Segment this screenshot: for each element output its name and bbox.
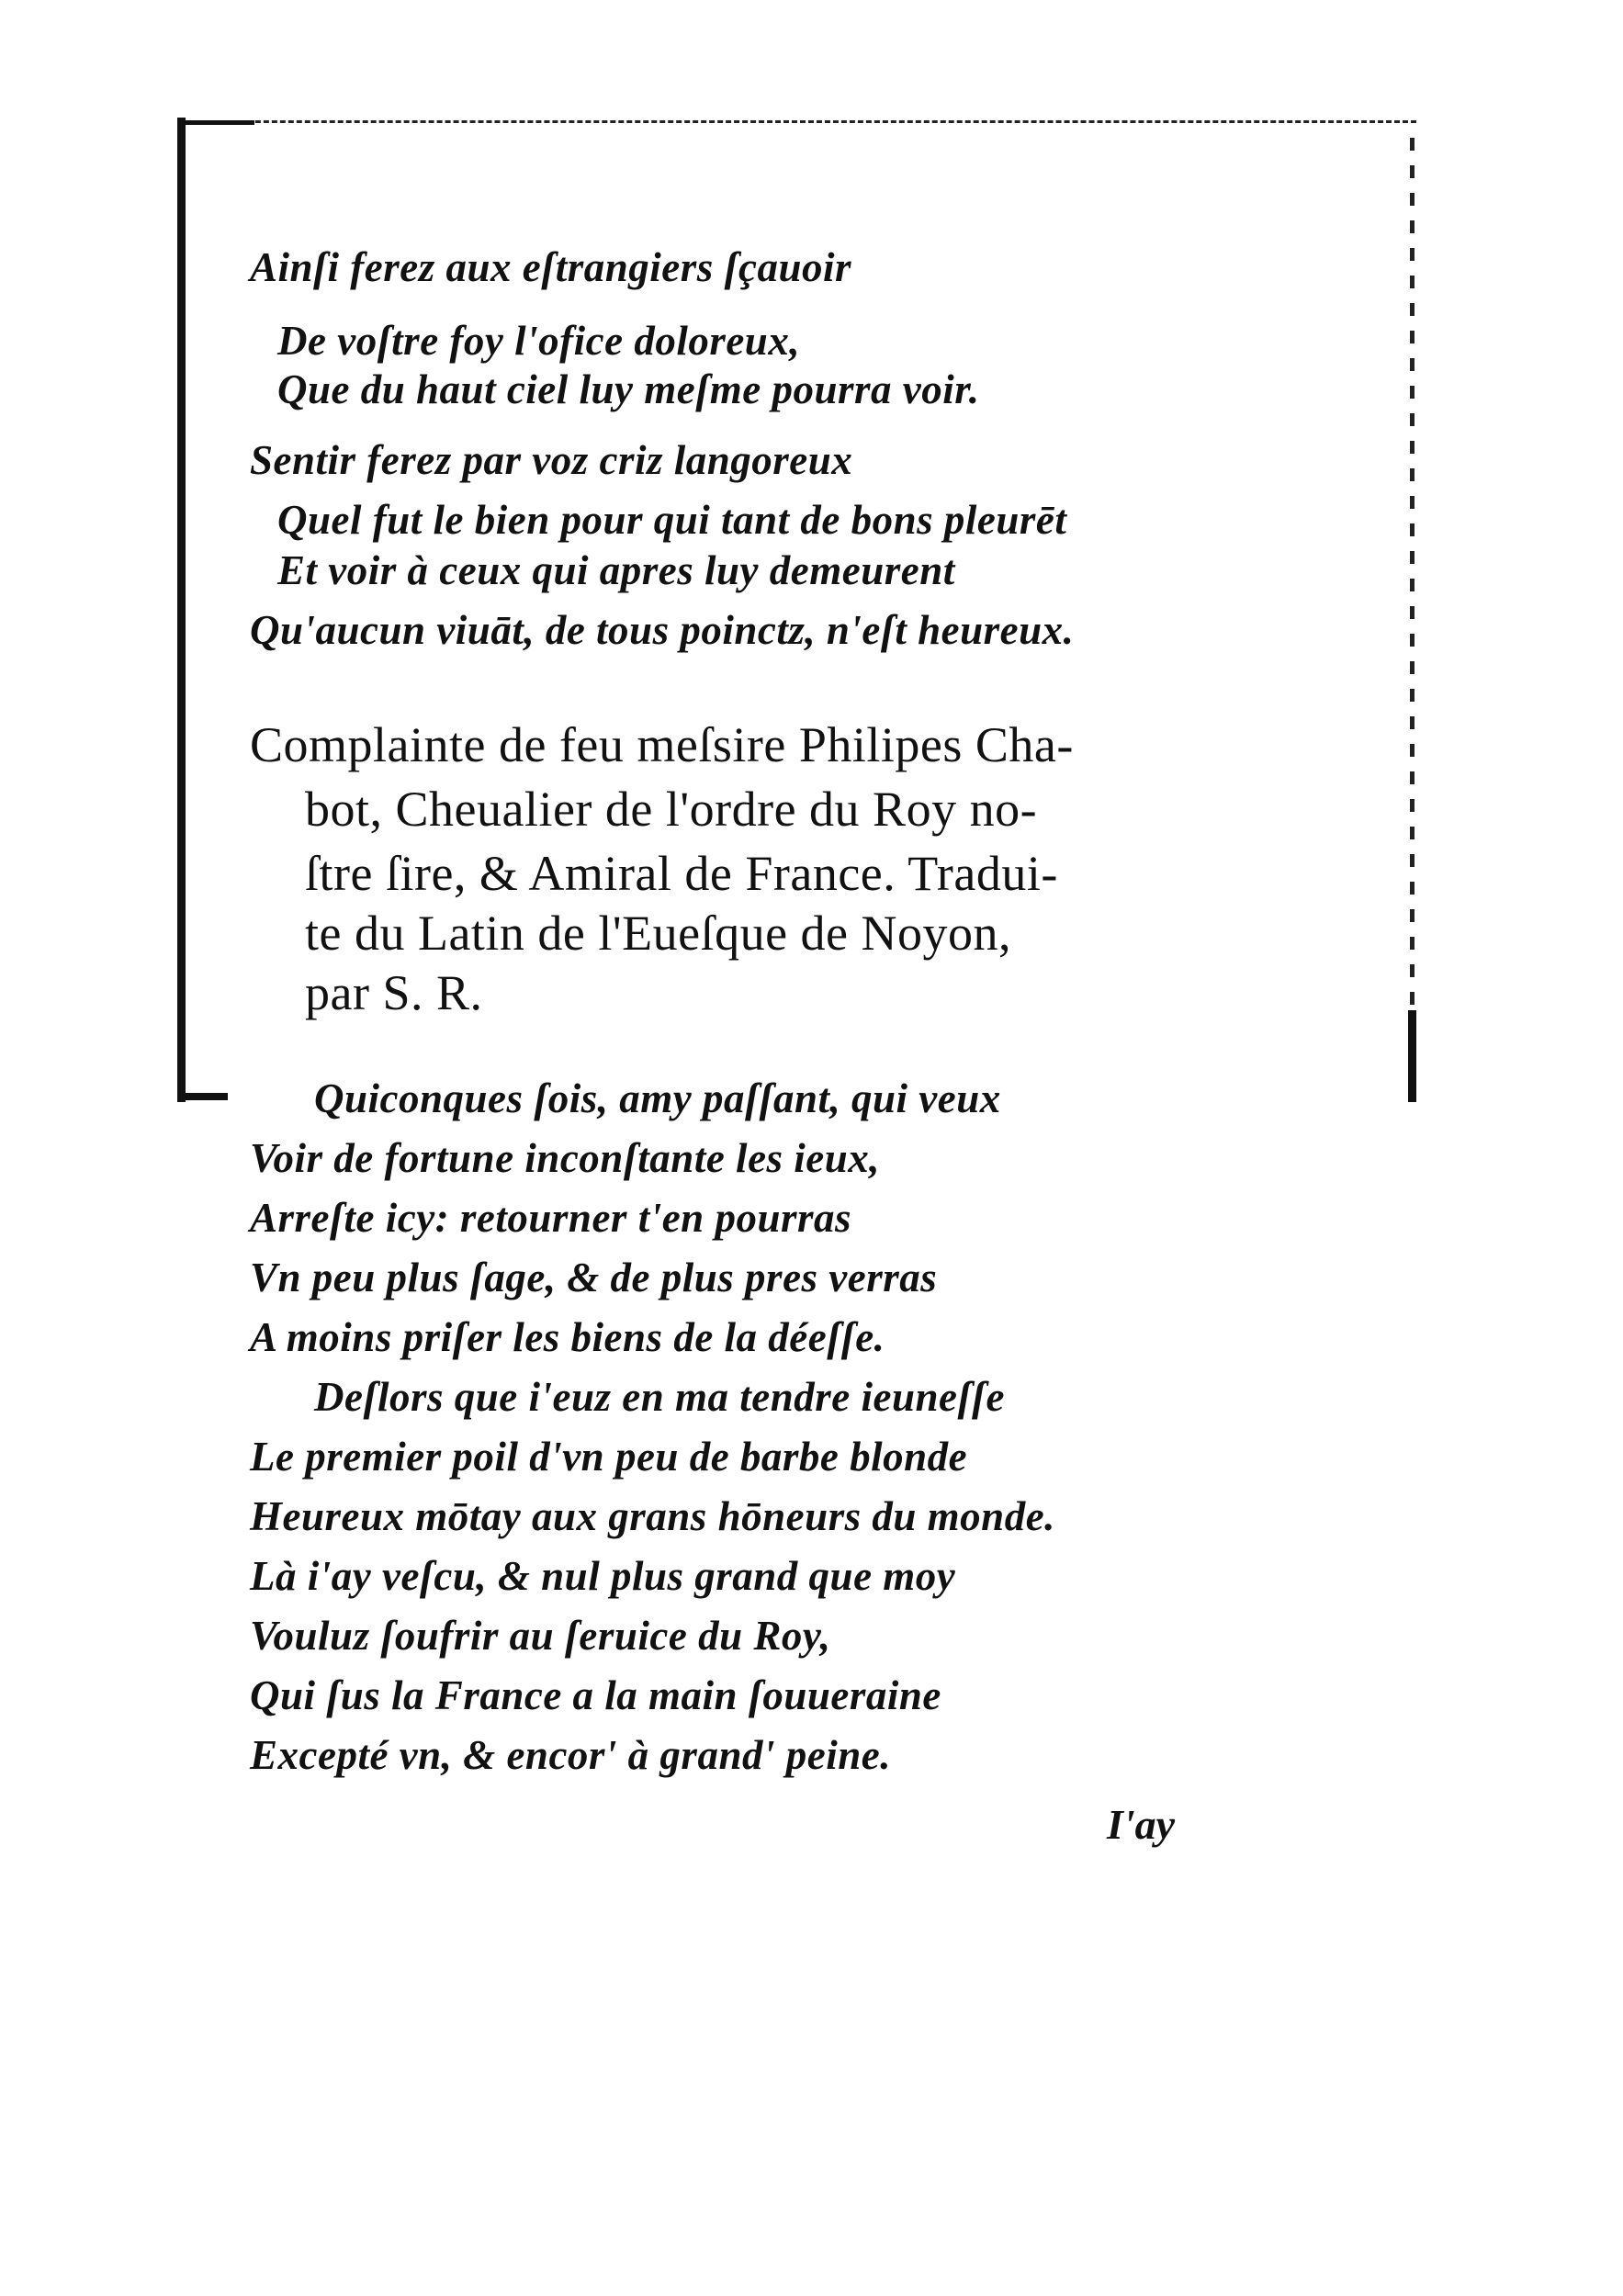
heading-line: te du Latin de l'Eueſque de Noyon, (305, 906, 1012, 961)
verse-line: Arreſte icy: retourner t'en pourras (250, 1195, 852, 1241)
verse-line: Ainſi ferez aux eſtrangiers ſçauoir (250, 244, 852, 290)
verse-line: Et voir à ceux qui apres luy demeurent (277, 547, 955, 593)
heading-line: ſtre ſire, & Amiral de France. Tradui- (305, 846, 1058, 901)
verse-line: Quiconques ſois, amy paſſant, qui veux (314, 1075, 1001, 1121)
verse-line: Que du haut ciel luy meſme pourra voir. (277, 366, 980, 412)
verse-line: Sentir ferez par voz criz langoreux (250, 437, 853, 483)
verse-line: Vouluz ſoufrir au ſeruice du Roy, (250, 1613, 831, 1659)
verse-line: Deſlors que i'euz en ma tendre ieuneſſe (314, 1374, 1005, 1420)
heading-line: Complainte de feu meſsire Philipes Cha- (250, 717, 1074, 772)
verse-line: Qu'aucun viuāt, de tous poinctz, n'eſt heureux. (250, 607, 1075, 653)
heading-line: bot, Cheualier de l'ordre du Roy no- (305, 782, 1038, 837)
verse-line: Quel fut le bien pour qui tant de bons pleurēt (277, 497, 1067, 543)
verse-line: Vn peu plus ſage, & de plus pres verras (250, 1255, 938, 1300)
catchword: I'ay (1107, 1801, 1176, 1848)
verse-line: Qui ſus la France a la main ſouueraine (250, 1672, 941, 1718)
verse-line: A moins priſer les biens de la déeſſe. (250, 1314, 885, 1360)
verse-line: Heureux mōtay aux grans hōneurs du monde. (250, 1493, 1055, 1539)
verse-line: Là i'ay veſcu, & nul plus grand que moy (250, 1553, 956, 1599)
verse-line: De voſtre foy l'ofice doloreux, (277, 318, 801, 364)
verse-line: Voir de fortune inconſtante les ieux, (250, 1135, 881, 1181)
heading-line: par S. R. (305, 965, 483, 1020)
verse-line: Le premier poil d'vn peu de barbe blonde (250, 1434, 968, 1480)
verse-line: Excepté vn, & encor' à grand' peine. (250, 1732, 891, 1778)
